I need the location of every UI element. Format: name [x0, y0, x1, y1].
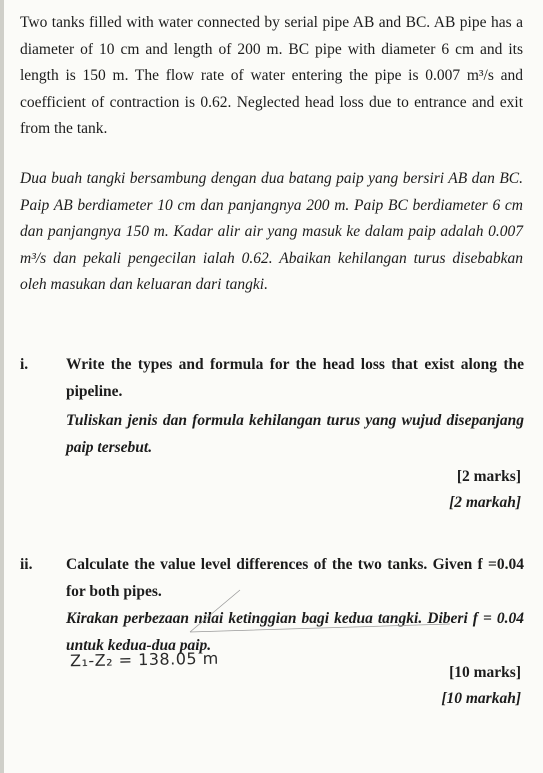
page-edge-shadow [0, 0, 4, 773]
part-ii-text-malay: Kirakan perbezaan nilai ketinggian bagi kedua tangki. Diberi f = 0.04 untuk kedua-dua paip. [66, 610, 524, 654]
part-ii-text-english: Calculate the value level differences of the two tanks. Given f =0.04 for both pipes. [66, 556, 524, 600]
question-english: Two tanks filled with water connected by serial pipe AB and BC. AB pipe has a diameter of 10 cm and length of 200 m. BC pipe with diameter 6 cm and its length is 150 m. The flow rate of water entering the pipe is 0.007 m³/s and coefficient of contraction is 0.62. Neglected head loss due to entrance and exit from the tank. [20, 14, 523, 137]
part-ii-marks-malay: [10 markah] [441, 690, 521, 707]
part-ii-number: ii. [20, 556, 33, 573]
part-i-number: i. [20, 356, 29, 373]
question-malay: Dua buah tangki bersambung dengan dua batang paip yang bersiri AB dan BC. Paip AB berdiameter 10 cm dan panjangnya 200 m. Paip BC berdiameter 6 cm dan panjangnya 150 m. Kadar alir air yang masuk ke dalam paip adalah 0.007 m³/s dan pekali pengecilan ialah 0.62. Abaikan kehilangan turus disebabkan oleh masukan dan keluaran dari tangki. [20, 170, 523, 293]
part-i-text-malay: Tuliskan jenis dan formula kehilangan turus yang wujud disepanjang paip tersebut. [66, 412, 524, 456]
pencil-mark-annotation [180, 580, 460, 640]
part-ii-marks-english: [10 marks] [449, 664, 521, 681]
part-i-text-english: Write the types and formula for the head loss that exist along the pipeline. [66, 356, 524, 400]
part-i-marks-english: [2 marks] [456, 468, 521, 485]
handwritten-answer: Z₁-Z₂ = 138.05 m [69, 648, 219, 671]
part-i-marks-malay: [2 markah] [449, 494, 521, 511]
